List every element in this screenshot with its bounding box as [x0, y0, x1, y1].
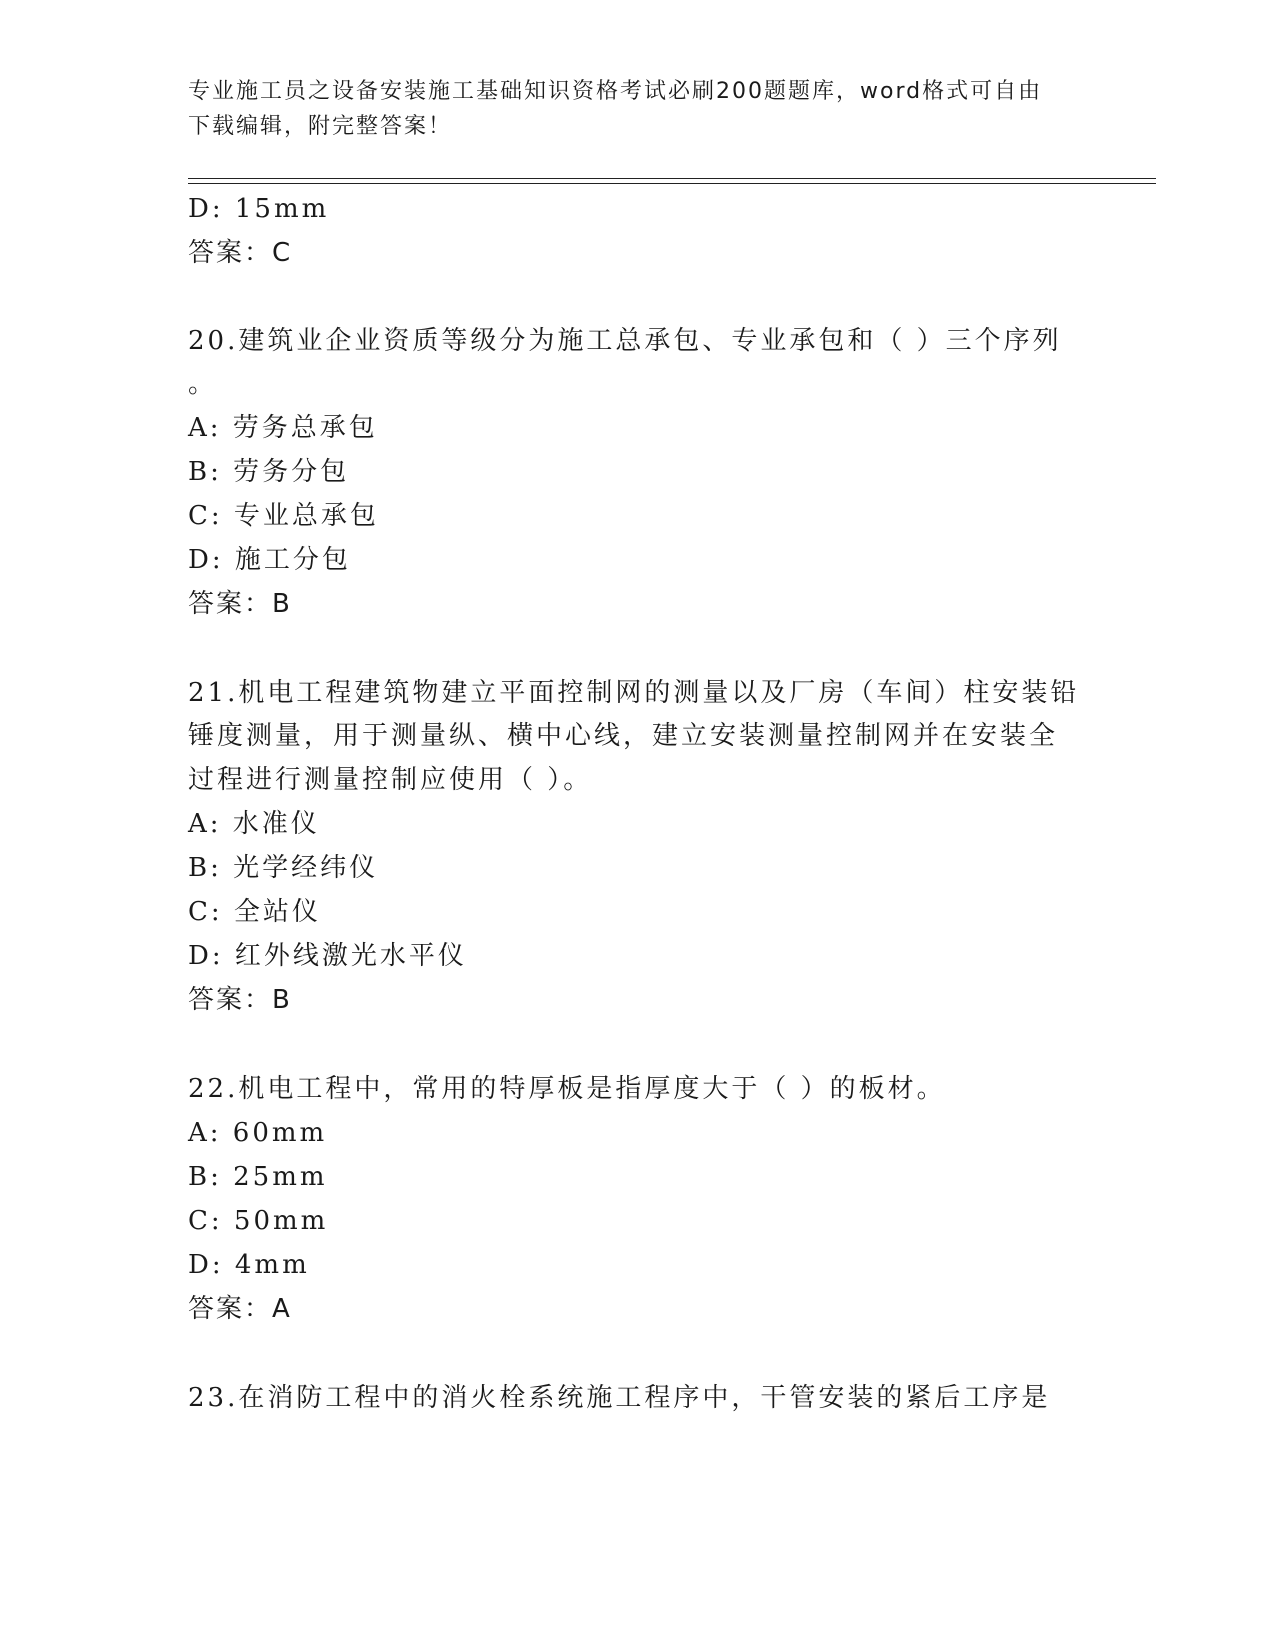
q22-stem-line-1: 22.机电工程中，常用的特厚板是指厚度大于（ ）的板材。 — [188, 1074, 946, 1104]
q20-option-a: A: 劳务总承包 — [188, 413, 378, 443]
q20-stem-line-1: 20.建筑业企业资质等级分为施工总承包、专业承包和（ ）三个序列 — [188, 326, 1062, 356]
q20-option-c: C: 专业总承包 — [188, 501, 379, 531]
prev-option-d: D: 15mm — [188, 194, 330, 224]
q22-option-b: B: 25mm — [188, 1162, 328, 1192]
q20-option-b: B: 劳务分包 — [188, 457, 350, 487]
q21-option-b: B: 光学经纬仪 — [188, 853, 379, 883]
header-divider-bottom — [188, 183, 1156, 184]
q21-option-d: D: 红外线激光水平仪 — [188, 941, 467, 971]
q21-stem-line-1: 21.机电工程建筑物建立平面控制网的测量以及厂房（车间）柱安装铅 — [188, 678, 1080, 708]
q21-stem-line-2: 锤度测量，用于测量纵、横中心线，建立安装测量控制网并在安装全 — [188, 721, 1059, 751]
q21-option-a: A: 水准仪 — [188, 809, 320, 839]
q21-answer: 答案：B — [188, 985, 292, 1015]
q22-option-c: C: 50mm — [188, 1206, 329, 1236]
header-divider-top — [188, 178, 1156, 179]
q20-option-d: D: 施工分包 — [188, 545, 351, 575]
prev-answer: 答案：C — [188, 238, 293, 268]
q22-option-a: A: 60mm — [188, 1118, 328, 1148]
q20-stem-line-2: 。 — [188, 369, 218, 399]
q22-answer: 答案：A — [188, 1294, 292, 1324]
q20-answer: 答案：B — [188, 589, 292, 619]
q22-option-d: D: 4mm — [188, 1250, 310, 1280]
page-header — [188, 74, 1068, 144]
q23-stem-line-1: 23.在消防工程中的消火栓系统施工程序中，干管安装的紧后工序是 — [188, 1383, 1051, 1413]
header-line-1: 专业施工员之设备安装施工基础知识资格考试必刷200题题库，word格式可自由 — [188, 79, 1043, 104]
q21-option-c: C: 全站仪 — [188, 897, 321, 927]
q21-stem-line-3: 过程进行测量控制应使用（ ）。 — [188, 765, 593, 795]
header-line-2: 下载编辑，附完整答案！ — [188, 114, 453, 139]
